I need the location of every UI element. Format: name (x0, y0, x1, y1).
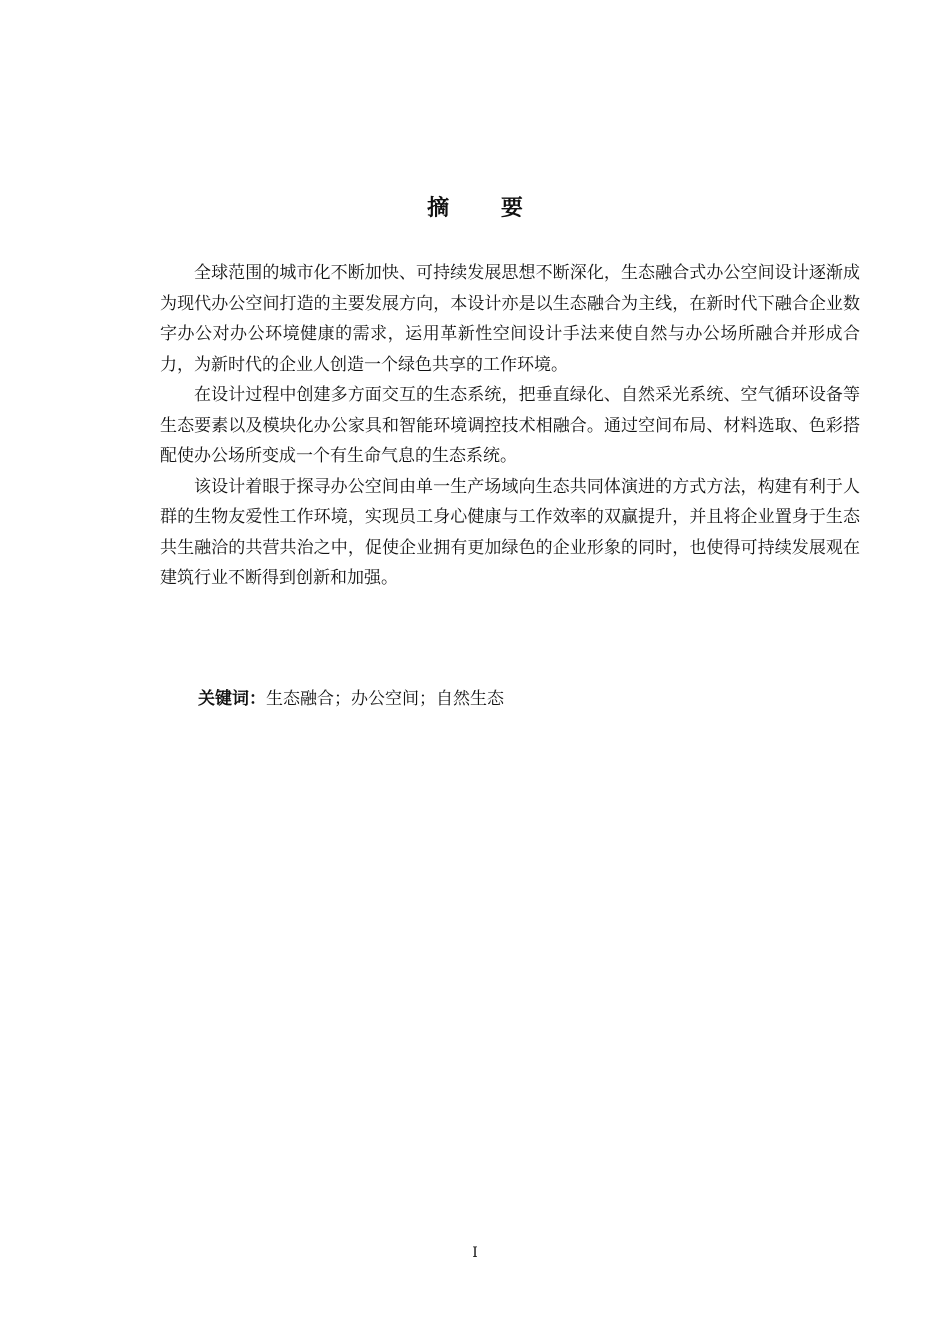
abstract-body (160, 258, 860, 594)
keywords-line (198, 684, 504, 714)
page-number: I (472, 1245, 478, 1261)
abstract-title: 摘 要 (427, 196, 545, 221)
keywords-label: 关键词： (198, 689, 266, 709)
keywords-text: 生态融合；办公空间；自然生态 (266, 689, 504, 709)
abstract-paragraph-3: 该设计着眼于探寻办公空间由单一生产场域向生态共同体演进的方式方法，构建有利于人群的生物友爱性工作环境，实现员工身心健康与工作效率的双赢提升，并且将企业置身于生态共生融洽的共营共治之中，促使企业拥有更加绿色的企业形象的同时，也使得可持续发展观在建筑行业不断得到创新和加强。 (160, 476, 860, 588)
abstract-paragraph-2: 在设计过程中创建多方面交互的生态系统，把垂直绿化、自然采光系统、空气循环设备等生态要素以及模块化办公家具和智能环境调控技术相融合。通过空间布局、材料选取、色彩搭配使办公场所变成一个有生命气息的生态系统。 (160, 385, 860, 466)
abstract-paragraph-1: 全球范围的城市化不断加快、可持续发展思想不断深化，生态融合式办公空间设计逐渐成为现代办公空间打造的主要发展方向，本设计亦是以生态融合为主线，在新时代下融合企业数字办公对办公环境健康的需求，运用革新性空间设计手法来使自然与办公场所融合并形成合力，为新时代的企业人创造一个绿色共享的工作环境。 (160, 263, 860, 375)
